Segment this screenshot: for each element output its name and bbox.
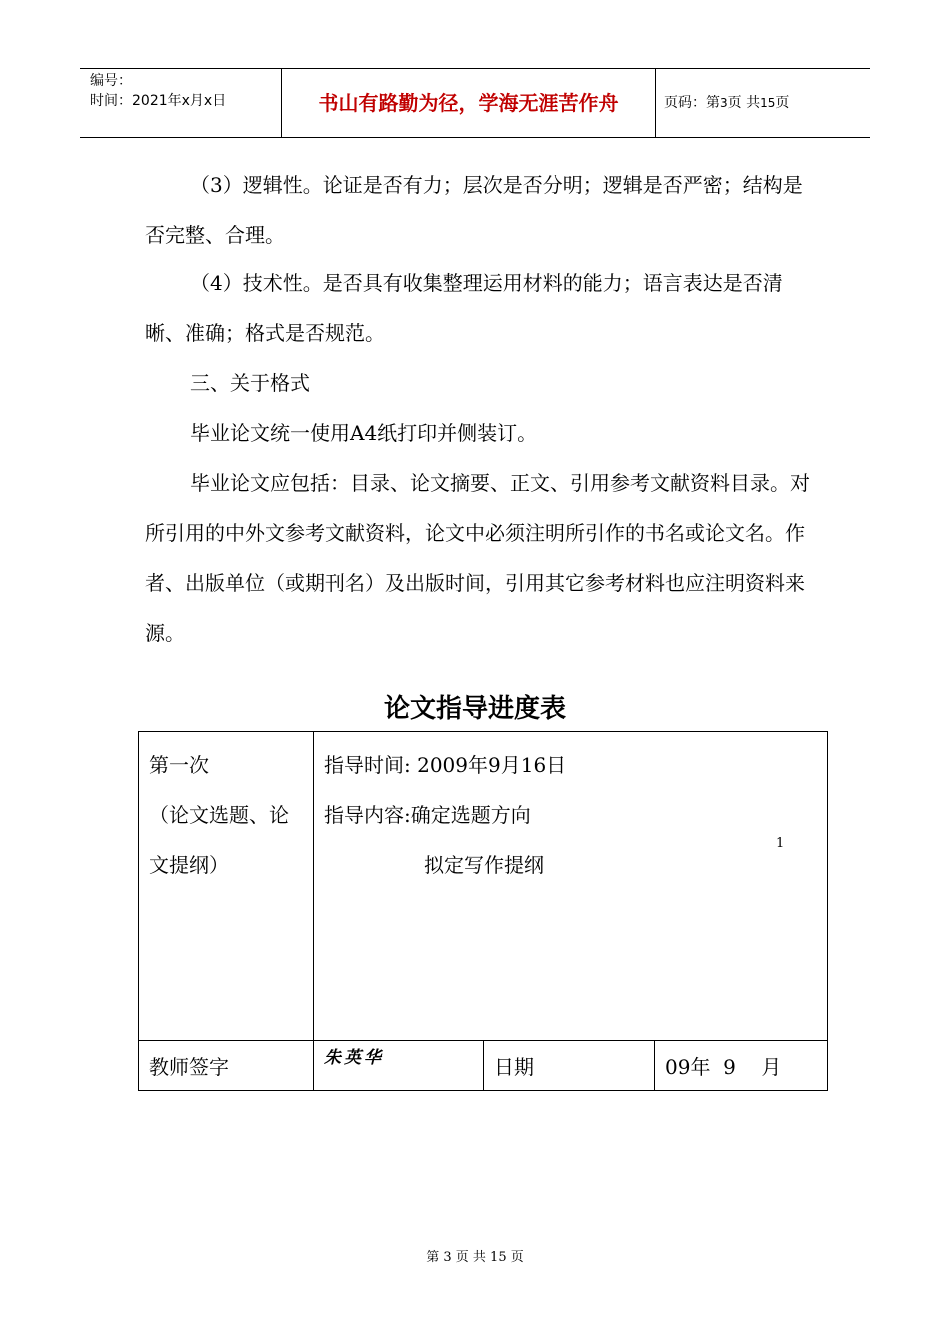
date-value: 09年 9 月: [654, 1040, 828, 1091]
date-label: 日期: [483, 1040, 655, 1091]
time-label: 时间：2021年x月x日: [90, 93, 227, 109]
paragraph-a4-binding: 毕业论文统一使用A4纸打印并侧装订。: [190, 421, 538, 445]
guide-content-cont: 拟定写作提纲: [424, 853, 544, 877]
table-title: 论文指导进度表: [383, 694, 566, 724]
paragraph-technical: （4）技术性。是否具有收集整理运用材料的能力；语言表达是否清晰、准确；格式是否规范。: [145, 271, 783, 345]
session-topic: （论文选题、论: [149, 803, 289, 827]
header-motto: 书山有路勤为径，学海无涯苦作舟: [282, 69, 656, 137]
page-header: [80, 68, 870, 138]
footnote-mark: 1: [776, 836, 785, 851]
page-prefix: 页码：第: [664, 95, 720, 111]
page-footer: 第 3 页 共 15 页: [426, 1250, 524, 1265]
page-mid: 页 共: [727, 95, 761, 111]
header-meta: [80, 69, 282, 137]
session-cell: [138, 731, 314, 1041]
teacher-signature: 朱英华: [324, 1048, 384, 1068]
page-suffix: 页: [775, 95, 790, 111]
guide-content: 指导内容:确定选题方向: [324, 803, 531, 827]
page-total: 15: [760, 96, 776, 110]
teacher-label: 教师签字: [138, 1040, 314, 1091]
paragraph-logic: （3）逻辑性。论证是否有力；层次是否分明；逻辑是否严密；结构是否完整、合理。: [145, 173, 803, 247]
paragraph-contents: 毕业论文应包括：目录、论文摘要、正文、引用参考文献资料目录。对所引用的中外文参考文献资料，论文中必须注明所引作的书名或论文名。作者、出版单位（或期刊名）及出版时间，引用其它参考材料也应注明资料来源。: [145, 471, 810, 645]
section-heading-format: 三、关于格式: [190, 371, 310, 395]
signature-cell: [313, 1040, 484, 1091]
session-label: 第一次: [149, 753, 209, 777]
session-topic-cont: 文提纲）: [149, 853, 229, 877]
guide-time: 指导时间: 2009年9月16日: [324, 753, 567, 777]
page-current: 3: [720, 96, 728, 110]
header-page-info: [656, 69, 870, 137]
guidance-cell: [313, 731, 828, 1041]
number-label: 编号：: [90, 73, 132, 89]
